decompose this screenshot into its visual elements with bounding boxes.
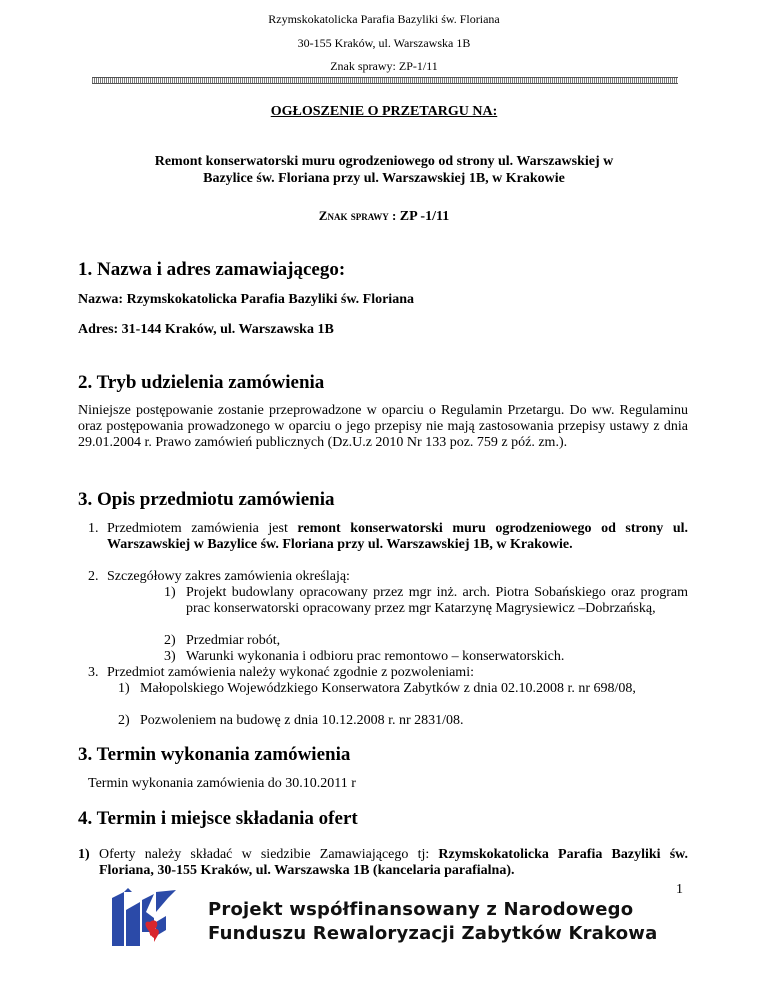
- list-item-text: Projekt budowlany opracowany przez mgr inż. arch. Piotra Sobańskiego oraz program prac konserwatorski opracowany przez mgr Katarzynę Magrysiewicz –Dobrzańską,: [186, 585, 688, 616]
- list-item-number: 3): [164, 649, 176, 664]
- list-item-text: Przedmiotem zamówienia jest: [107, 521, 298, 536]
- procedure-text: Niniejsze postępowanie zostanie przeprowadzone w oparciu o Regulamin Przetargu. Do ww. Regulaminu oraz postępowania prowadzonego w oparciu o jego przepisy nie mają zastosowania przepisy ustawy z dnia 29.01.2004 r. Prawo zamówień publicznych (Dz.U.z 2010 Nr 133 poz. 759 z póź. zm.).: [78, 403, 688, 450]
- deadline-text: Termin wykonania zamówienia do 30.10.2011 r: [88, 776, 356, 791]
- header-divider: [92, 77, 678, 84]
- list-item-text: Pozwoleniem na budowę z dnia 10.12.2008 r. nr 2831/08.: [140, 713, 464, 728]
- tender-subject: [130, 153, 638, 187]
- list-item-bold-text: Rzymskokatolicka Parafia Bazyliki św. Floriana, 30-155 Kraków, ul. Warszawska 1B (kancelaria parafialna).: [99, 847, 689, 878]
- project-logo: [110, 888, 178, 948]
- cofinancing-line: Funduszu Rewaloryzacji Zabytków Krakowa: [208, 923, 658, 944]
- list-item-number: 1): [164, 585, 176, 600]
- list-item: [88, 521, 688, 553]
- sub-list-item: [164, 633, 688, 649]
- header-case-number: Znak sprawy: ZP-1/11: [330, 59, 438, 73]
- sub-list-item: [118, 713, 688, 729]
- case-number: [0, 208, 768, 225]
- list-item-text: Przedmiot zamówienia należy wykonać zgodnie z pozwoleniami:: [107, 665, 474, 680]
- list-item-text: Przedmiar robót,: [186, 633, 281, 648]
- tender-subject-line: Bazylice św. Floriana przy ul. Warszawskiej 1B, w Krakowie: [203, 171, 565, 186]
- case-number-value: ZP -1/11: [399, 209, 450, 224]
- header-parish-name: Rzymskokatolicka Parafia Bazyliki św. Floriana: [268, 12, 500, 26]
- page-number: 1: [676, 882, 683, 897]
- section-4-heading: 3. Termin wykonania zamówienia: [78, 744, 351, 765]
- document-title: OGŁOSZENIE O PRZETARGU NA:: [270, 104, 498, 119]
- list-item-number: 2): [164, 633, 176, 648]
- list-item-number: 3.: [88, 665, 99, 680]
- cofinancing-note: [208, 898, 657, 946]
- list-item-text: Szczegółowy zakres zamówienia określają:: [107, 569, 350, 584]
- sub-list-item: [118, 681, 688, 697]
- tender-subject-line: Remont konserwatorski muru ogrodzeniowego od strony ul. Warszawskiej w: [154, 154, 614, 169]
- header-address: 30-155 Kraków, ul. Warszawska 1B: [297, 36, 471, 50]
- list-item: [78, 847, 688, 879]
- cofinancing-line: Projekt współfinansowany z Narodowego: [208, 899, 634, 920]
- section-5-heading: 4. Termin i miejsce składania ofert: [78, 808, 358, 829]
- section-2-heading: 2. Tryb udzielenia zamówienia: [78, 372, 325, 393]
- section-1-heading: 1. Nazwa i adres zamawiającego:: [78, 259, 346, 280]
- list-item: [88, 665, 688, 681]
- list-item-number: 2.: [88, 569, 99, 584]
- list-item-bold-text: remont konserwatorski muru ogrodzeniowego od strony ul. Warszawskiej w Bazylice św. Floriana przy ul. Warszawskiej 1B, w Krakowie.: [107, 521, 688, 552]
- list-item-text: Małopolskiego Wojewódzkiego Konserwatora Zabytków z dnia 02.10.2008 r. nr 698/08,: [140, 681, 636, 696]
- list-item-number: 1): [78, 847, 90, 862]
- list-item-number: 1.: [88, 521, 99, 536]
- buyer-address: Adres: 31-144 Kraków, ul. Warszawska 1B: [78, 322, 334, 337]
- sub-list-item: [164, 585, 688, 617]
- case-number-label: Znak sprawy :: [318, 208, 397, 223]
- buyer-name: Nazwa: Rzymskokatolicka Parafia Bazyliki św. Floriana: [78, 292, 414, 307]
- list-item-number: 1): [118, 681, 130, 696]
- list-item: [88, 569, 688, 585]
- list-item-text: Oferty należy składać w siedzibie Zamawiającego tj:: [99, 847, 439, 862]
- section-3-heading: 3. Opis przedmiotu zamówienia: [78, 489, 335, 510]
- sub-list-item: [164, 649, 688, 665]
- list-item-text: Warunki wykonania i odbioru prac remontowo – konserwatorskich.: [186, 649, 565, 664]
- list-item-number: 2): [118, 713, 130, 728]
